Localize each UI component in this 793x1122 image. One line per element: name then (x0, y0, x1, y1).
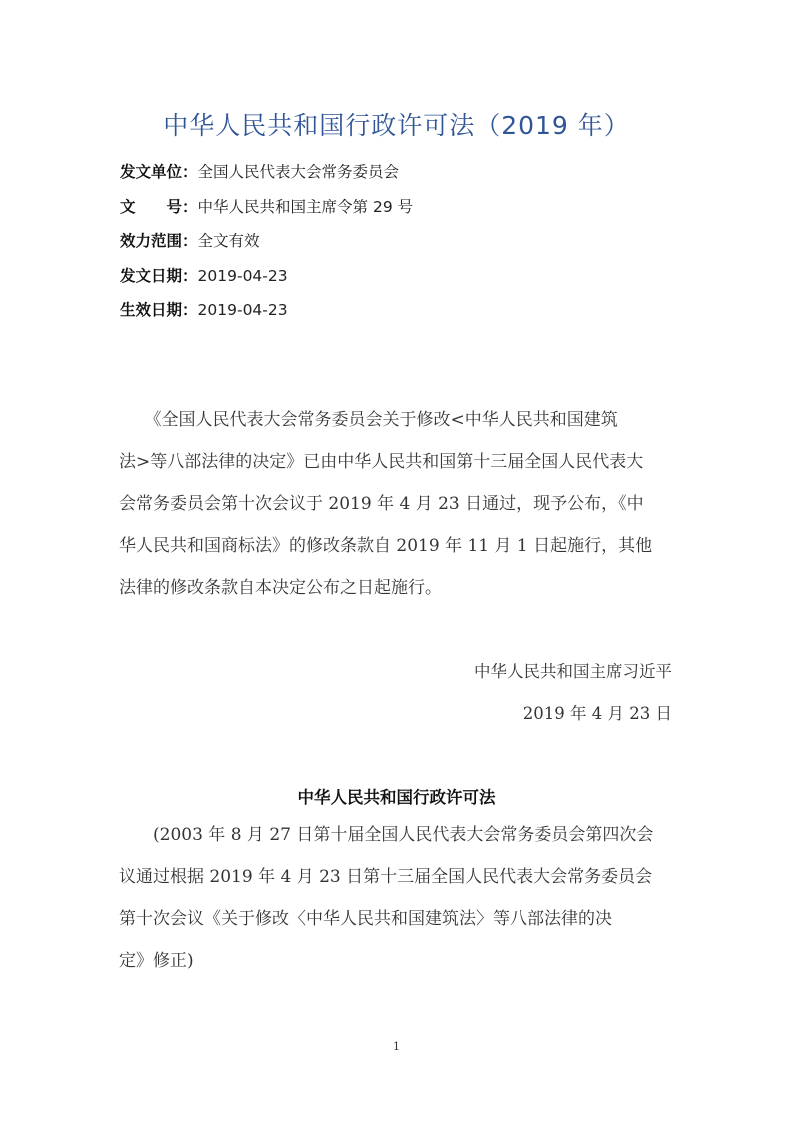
page-number: 1 (393, 1040, 400, 1053)
amendment-line: 定》修正) (119, 951, 194, 971)
law-title: 中华人民共和国行政许可法 (297, 788, 496, 807)
meta-issue-date (120, 266, 288, 286)
meta-label: 发文日期 (120, 267, 183, 285)
meta-colon: ： (182, 198, 198, 216)
meta-colon: ： (182, 267, 198, 285)
document-title: 中华人民共和国行政许可法（2019 年） (163, 111, 630, 140)
amendment-line: (2003 年 8 月 27 日第十届全国人民代表大会常务委员会第四次会 (119, 825, 654, 845)
decree-paragraph (119, 407, 679, 617)
signature: 中华人民共和国主席习近平 (474, 662, 672, 681)
decree-line: 法>等八部法律的决定》已由中华人民共和国第十三届全国人民代表大 (119, 452, 644, 472)
amendment-line: 议通过根据 2019 年 4 月 23 日第十三届全国人民代表大会常务委员会 (119, 867, 653, 887)
decree-line: 法律的修改条款自本决定公布之日起施行。 (119, 578, 442, 598)
meta-issuer (120, 162, 399, 182)
decree-line: 华人民共和国商标法》的修改条款自 2019 年 11 月 1 日起施行，其他 (119, 536, 653, 556)
meta-label: 效力范围 (120, 232, 183, 250)
meta-value: 2019-04-23 (197, 267, 288, 285)
meta-effective-date (120, 300, 288, 320)
meta-label: 发文单位 (120, 163, 183, 181)
amendment-note (119, 822, 679, 990)
meta-colon: ： (182, 301, 198, 319)
meta-scope (120, 231, 260, 251)
signature-date: 2019 年 4 月 23 日 (522, 704, 672, 723)
meta-value: 2019-04-23 (197, 301, 288, 319)
meta-value: 中华人民共和国主席令第 29 号 (197, 198, 414, 216)
amendment-line: 第十次会议《关于修改〈中华人民共和国建筑法〉等八部法律的决 (119, 909, 612, 929)
meta-value: 全国人民代表大会常务委员会 (197, 163, 400, 181)
meta-value: 全文有效 (197, 232, 260, 250)
meta-colon: ： (182, 232, 198, 250)
meta-label: 生效日期 (120, 301, 183, 319)
decree-line: 《全国人民代表大会常务委员会关于修改<中华人民共和国建筑 (119, 410, 618, 430)
meta-label: 文 号 (120, 198, 183, 216)
decree-line: 会常务委员会第十次会议于 2019 年 4 月 23 日通过，现予公布，《中 (119, 494, 644, 514)
meta-doc-number (120, 197, 413, 217)
meta-colon: ： (182, 163, 198, 181)
